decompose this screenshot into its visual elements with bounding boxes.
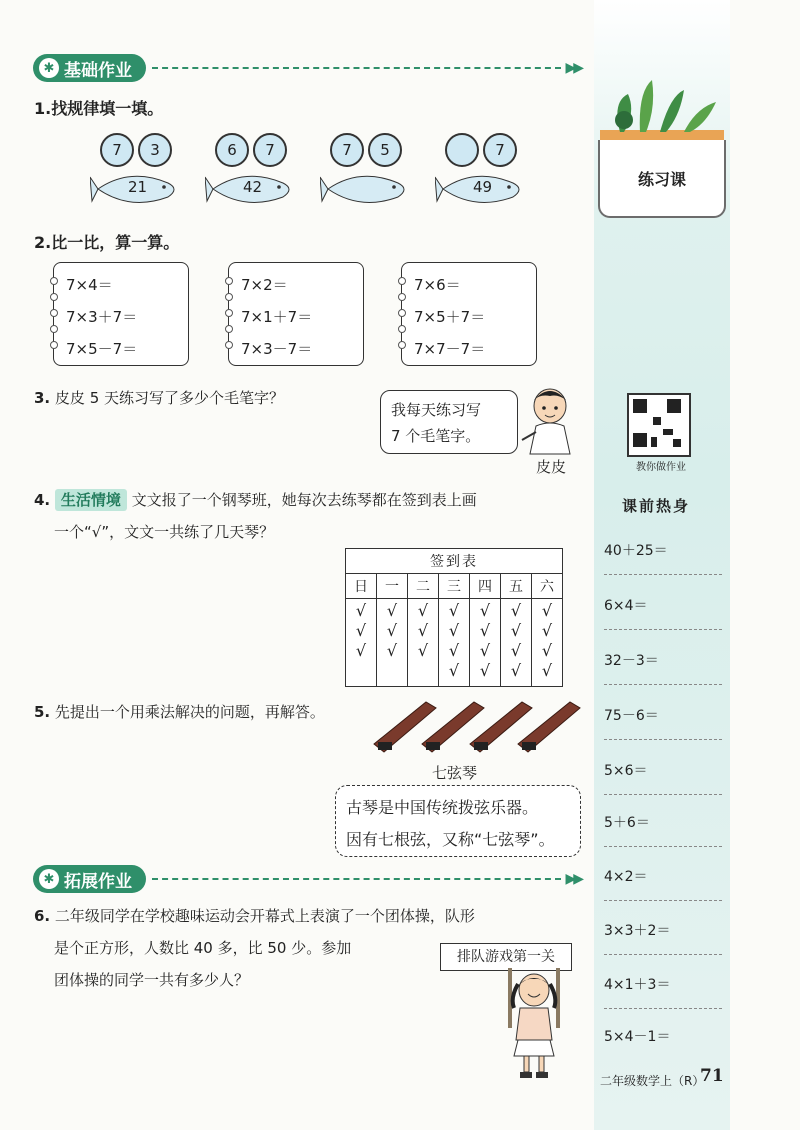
character-name: 皮皮 xyxy=(536,458,567,476)
question-4: 4. 生活情境 文文报了一个钢琴班，她每次去练琴都在签到表上画 一个“√”，文文一共练了几天琴？ xyxy=(34,491,477,541)
bubble-number: 7 xyxy=(483,133,517,167)
lesson-title: 练习课 xyxy=(637,169,686,189)
equation[interactable]: 7×7－7＝ xyxy=(414,340,486,358)
check-cell: √ √ √ xyxy=(377,599,408,687)
question-6: 6. 二年级同学在学校趣味运动会开幕式上表演了一个团体操，队形 是个正方形，人数比 40 多，比 50 少。参加 团体操的同学一共有多少人？ xyxy=(34,907,475,989)
check-cell: √ √ √ √ xyxy=(470,599,501,687)
calc-box xyxy=(401,262,537,366)
table-title: 签到表 xyxy=(346,549,563,574)
equation[interactable]: 7×5＋7＝ xyxy=(414,308,486,326)
equation[interactable]: 7×5－7＝ xyxy=(66,340,138,358)
boy-illustration xyxy=(518,386,584,456)
warmup-exercise: 5×4－1＝ xyxy=(604,1029,671,1045)
double-arrow-icon: ▶▶ xyxy=(565,871,581,887)
warmup-exercise: 3×3＋2＝ xyxy=(604,920,724,955)
check-cell: √ √ √ √ xyxy=(501,599,532,687)
qr-caption: 教你做作业 xyxy=(636,462,686,473)
fish-product: 21 xyxy=(128,178,148,196)
fish-puzzle xyxy=(205,133,300,218)
check-cell: √ √ √ √ xyxy=(439,599,470,687)
warmup-exercise: 5＋6＝ xyxy=(604,812,724,847)
warmup-exercise: 75－6＝ xyxy=(604,705,724,740)
info-box: 古琴是中国传统拨弦乐器。 因有七根弦，又称“七弦琴”。 xyxy=(335,785,581,857)
section-banner-extension: ✱ 拓展作业 ▶▶ xyxy=(33,864,581,894)
speech-bubble: 我每天练习写 7 个毛笔字。 xyxy=(380,390,518,454)
guqin-caption: 七弦琴 xyxy=(432,764,478,782)
attendance-table: 签到表 日 一 二 三 四 五 六 √ √ √ √ √ √ √ √ √ √ √ √ √ √ √ √ √ √ √ √ √ √ √ √ √ xyxy=(345,548,563,687)
warmup-exercise: 40＋25＝ xyxy=(604,540,724,575)
fish-puzzle xyxy=(320,133,415,218)
warmup-title: 课前热身 xyxy=(622,497,691,515)
equation[interactable]: 7×6＝ xyxy=(414,276,461,294)
bubble-number: 6 xyxy=(215,133,249,167)
qr-code[interactable] xyxy=(627,393,691,457)
equation[interactable]: 7×3－7＝ xyxy=(241,340,313,358)
warmup-exercise: 6×4＝ xyxy=(604,595,724,630)
calc-box xyxy=(228,262,364,366)
lightbulb-icon: ✱ xyxy=(39,869,59,889)
fish-puzzle xyxy=(90,133,185,218)
equation[interactable]: 7×3＋7＝ xyxy=(66,308,138,326)
question-1-title: 1.找规律填一填。 xyxy=(34,99,164,118)
equation[interactable]: 7×2＝ xyxy=(241,276,288,294)
girl-illustration xyxy=(496,968,576,1080)
warmup-exercise: 4×1＋3＝ xyxy=(604,974,724,1009)
check-cell: √ √ √ √ xyxy=(532,599,563,687)
question-2-title: 2.比一比，算一算。 xyxy=(34,233,180,252)
question-5: 5. 先提出一个用乘法解决的问题，再解答。 xyxy=(34,703,325,721)
fish-puzzle xyxy=(435,133,530,218)
game-sign: 排队游戏第一关 xyxy=(440,943,572,971)
life-context-tag: 生活情境 xyxy=(55,489,127,511)
page-number: 71 xyxy=(700,1066,724,1086)
lesson-card xyxy=(598,140,726,218)
warmup-exercise: 5×6＝ xyxy=(604,760,724,795)
bubble-number: 5 xyxy=(368,133,402,167)
calc-box xyxy=(53,262,189,366)
lightbulb-icon: ✱ xyxy=(39,58,59,78)
equation[interactable]: 7×4＝ xyxy=(66,276,113,294)
double-arrow-icon: ▶▶ xyxy=(565,60,581,76)
fish-product: 42 xyxy=(243,178,263,196)
plant-decoration xyxy=(600,72,724,142)
bubble-number: 7 xyxy=(100,133,134,167)
warmup-exercise: 4×2＝ xyxy=(604,866,724,901)
section-banner-basic: ✱ 基础作业 ▶▶ xyxy=(33,53,581,83)
book-title: 二年级数学上（R） xyxy=(600,1074,705,1088)
warmup-exercise: 32－3＝ xyxy=(604,650,724,685)
question-3: 3. 皮皮 5 天练习写了多少个毛笔字？ xyxy=(34,389,285,407)
check-cell: √ √ √ xyxy=(346,599,377,687)
bubble-number: 7 xyxy=(253,133,287,167)
bubble-number-blank[interactable] xyxy=(445,133,479,167)
fish-product: 49 xyxy=(473,178,493,196)
guqin-illustration xyxy=(370,698,590,758)
check-cell: √ √ √ xyxy=(408,599,439,687)
bubble-number: 3 xyxy=(138,133,172,167)
equation[interactable]: 7×1＋7＝ xyxy=(241,308,313,326)
bubble-number: 7 xyxy=(330,133,364,167)
